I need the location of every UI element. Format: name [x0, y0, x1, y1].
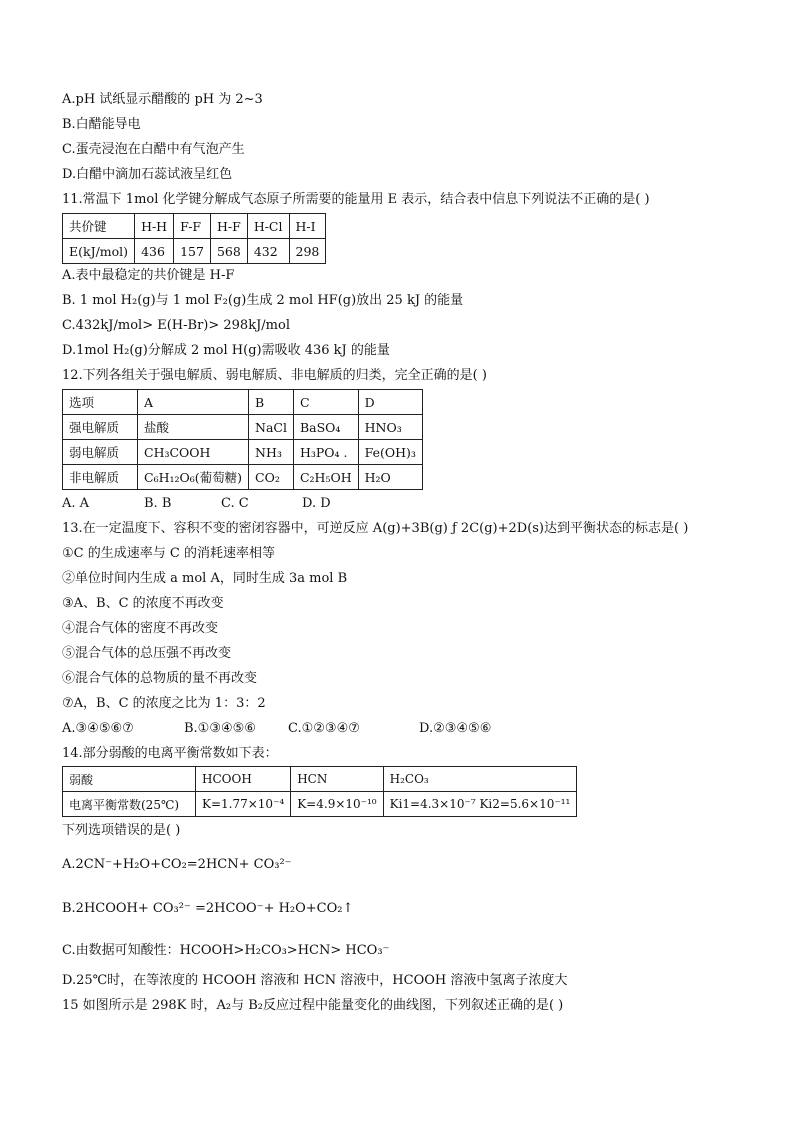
q14-option-d: D.25℃时，在等浓度的 HCOOH 溶液和 HCN 溶液中，HCOOH 溶液中氢离子浓度大 — [62, 973, 568, 988]
q11-option-a: A.表中最稳定的共价键是 H-F — [62, 268, 235, 283]
table-cell: 共价键 — [63, 214, 135, 239]
q13-option-a: A.③④⑤⑥⑦ — [62, 721, 134, 736]
table-cell: 157 — [174, 239, 211, 264]
q13-item: ⑥混合气体的总物质的量不再改变 — [62, 671, 258, 686]
table-cell: H-F — [210, 214, 247, 239]
table-cell: B — [249, 390, 294, 415]
q13-item: ⑦A，B、C 的浓度之比为 1：3：2 — [62, 696, 266, 711]
q10-option-b: B.白醋能导电 — [62, 117, 141, 132]
table-cell: F-F — [174, 214, 211, 239]
table-cell: H₂O — [358, 465, 422, 490]
table-cell: 432 — [247, 239, 289, 264]
table-cell: H-H — [135, 214, 174, 239]
table-cell: NH₃ — [249, 440, 294, 465]
q13-option-d: D.②③④⑤⑥ — [419, 721, 492, 736]
q14-option-a: A.2CN⁻+H₂O+CO₂=2HCN+ CO₃²⁻ — [62, 857, 292, 872]
q11-bond-energy-table — [62, 213, 326, 264]
table-cell: BaSO₄ — [293, 415, 358, 440]
q14-ionization-constant-table — [62, 766, 577, 817]
table-cell: 568 — [210, 239, 247, 264]
q14-stem: 14.部分弱酸的电离平衡常数如下表： — [62, 746, 278, 761]
q11-option-c: C.432kJ/mol> E(H-Br)> 298kJ/mol — [62, 318, 290, 333]
table-cell: 非电解质 — [63, 465, 138, 490]
table-cell: H-Cl — [247, 214, 289, 239]
table-cell: C₆H₁₂O₆(葡萄糖) — [138, 465, 249, 490]
table-row — [63, 440, 423, 465]
q12-stem: 12.下列各组关于强电解质、弱电解质、非电解质的归类，完全正确的是( ) — [62, 368, 487, 383]
q13-option-c: C.①②③④⑦ — [288, 721, 360, 736]
q13-item: ⑤混合气体的总压强不再改变 — [62, 646, 232, 661]
table-cell: E(kJ/mol) — [63, 239, 135, 264]
table-row — [63, 767, 577, 792]
q12-electrolyte-table — [62, 389, 423, 490]
table-row — [63, 390, 423, 415]
table-cell: 弱酸 — [63, 767, 196, 792]
q12-option-c: C. C — [221, 496, 249, 511]
table-row — [63, 415, 423, 440]
table-cell: C₂H₅OH — [293, 465, 358, 490]
q10-option-c: C.蛋壳浸泡在白醋中有气泡产生 — [62, 142, 245, 157]
q12-option-b: B. B — [144, 496, 172, 511]
table-row — [63, 465, 423, 490]
table-cell: C — [293, 390, 358, 415]
table-cell: K=4.9×10⁻¹⁰ — [291, 792, 383, 817]
table-cell: 强电解质 — [63, 415, 138, 440]
table-cell: CO₂ — [249, 465, 294, 490]
q14-question: 下列选项错误的是( ) — [62, 823, 181, 838]
table-row — [63, 792, 577, 817]
table-row — [63, 239, 326, 264]
table-cell: 436 — [135, 239, 174, 264]
table-cell: K=1.77×10⁻⁴ — [196, 792, 291, 817]
table-cell: HCOOH — [196, 767, 291, 792]
q14-option-c: C.由数据可知酸性：HCOOH>H₂CO₃>HCN> HCO₃⁻ — [62, 943, 390, 958]
q12-option-a: A. A — [62, 496, 90, 511]
q11-option-b: B. 1 mol H₂(g)与 1 mol F₂(g)生成 2 mol HF(g)放出 25 kJ 的能量 — [62, 293, 464, 308]
table-cell: 298 — [289, 239, 326, 264]
q13-stem: 13.在一定温度下、容积不变的密闭容器中，可逆反应 A(g)+3B(g) ƒ 2C(g)+2D(s)达到平衡状态的标志是( ) — [62, 521, 689, 536]
q13-option-b: B.①③④⑤⑥ — [184, 721, 256, 736]
table-cell: CH₃COOH — [138, 440, 249, 465]
table-cell: NaCl — [249, 415, 294, 440]
q12-option-d: D. D — [302, 496, 331, 511]
table-cell: H₂CO₃ — [383, 767, 577, 792]
q13-item: ①C 的生成速率与 C 的消耗速率相等 — [62, 546, 275, 561]
table-cell: D — [358, 390, 422, 415]
q12-options — [62, 495, 331, 513]
table-cell: 盐酸 — [138, 415, 249, 440]
table-cell: HCN — [291, 767, 383, 792]
table-cell: Fe(OH)₃ — [358, 440, 422, 465]
q13-item: ③A、B、C 的浓度不再改变 — [62, 596, 224, 611]
table-cell: H-I — [289, 214, 326, 239]
q11-stem: 11.常温下 1mol 化学键分解成气态原子所需要的能量用 E 表示，结合表中信息下列说法不正确的是( ) — [62, 192, 650, 207]
table-cell: 弱电解质 — [63, 440, 138, 465]
table-cell: Ki1=4.3×10⁻⁷ Ki2=5.6×10⁻¹¹ — [383, 792, 577, 817]
q11-option-d: D.1mol H₂(g)分解成 2 mol H(g)需吸收 436 kJ 的能量 — [62, 343, 390, 358]
q13-item: ④混合气体的密度不再改变 — [62, 621, 219, 636]
q10-option-a: A.pH 试纸显示醋酸的 pH 为 2~3 — [62, 92, 263, 107]
q10-option-d: D.白醋中滴加石蕊试液呈红色 — [62, 167, 233, 182]
q15-stem: 15 如图所示是 298K 时，A₂与 B₂反应过程中能量变化的曲线图，下列叙述正确的是( ) — [62, 998, 564, 1013]
table-cell: H₃PO₄ . — [293, 440, 358, 465]
table-cell: A — [138, 390, 249, 415]
table-cell: 选项 — [63, 390, 138, 415]
q13-item: ②单位时间内生成 a mol A，同时生成 3a mol B — [62, 571, 348, 586]
table-row — [63, 214, 326, 239]
q13-options — [62, 720, 491, 738]
table-cell: HNO₃ — [358, 415, 422, 440]
table-cell: 电离平衡常数(25℃) — [63, 792, 196, 817]
q14-option-b: B.2HCOOH+ CO₃²⁻ =2HCOO⁻+ H₂O+CO₂↑ — [62, 901, 354, 916]
